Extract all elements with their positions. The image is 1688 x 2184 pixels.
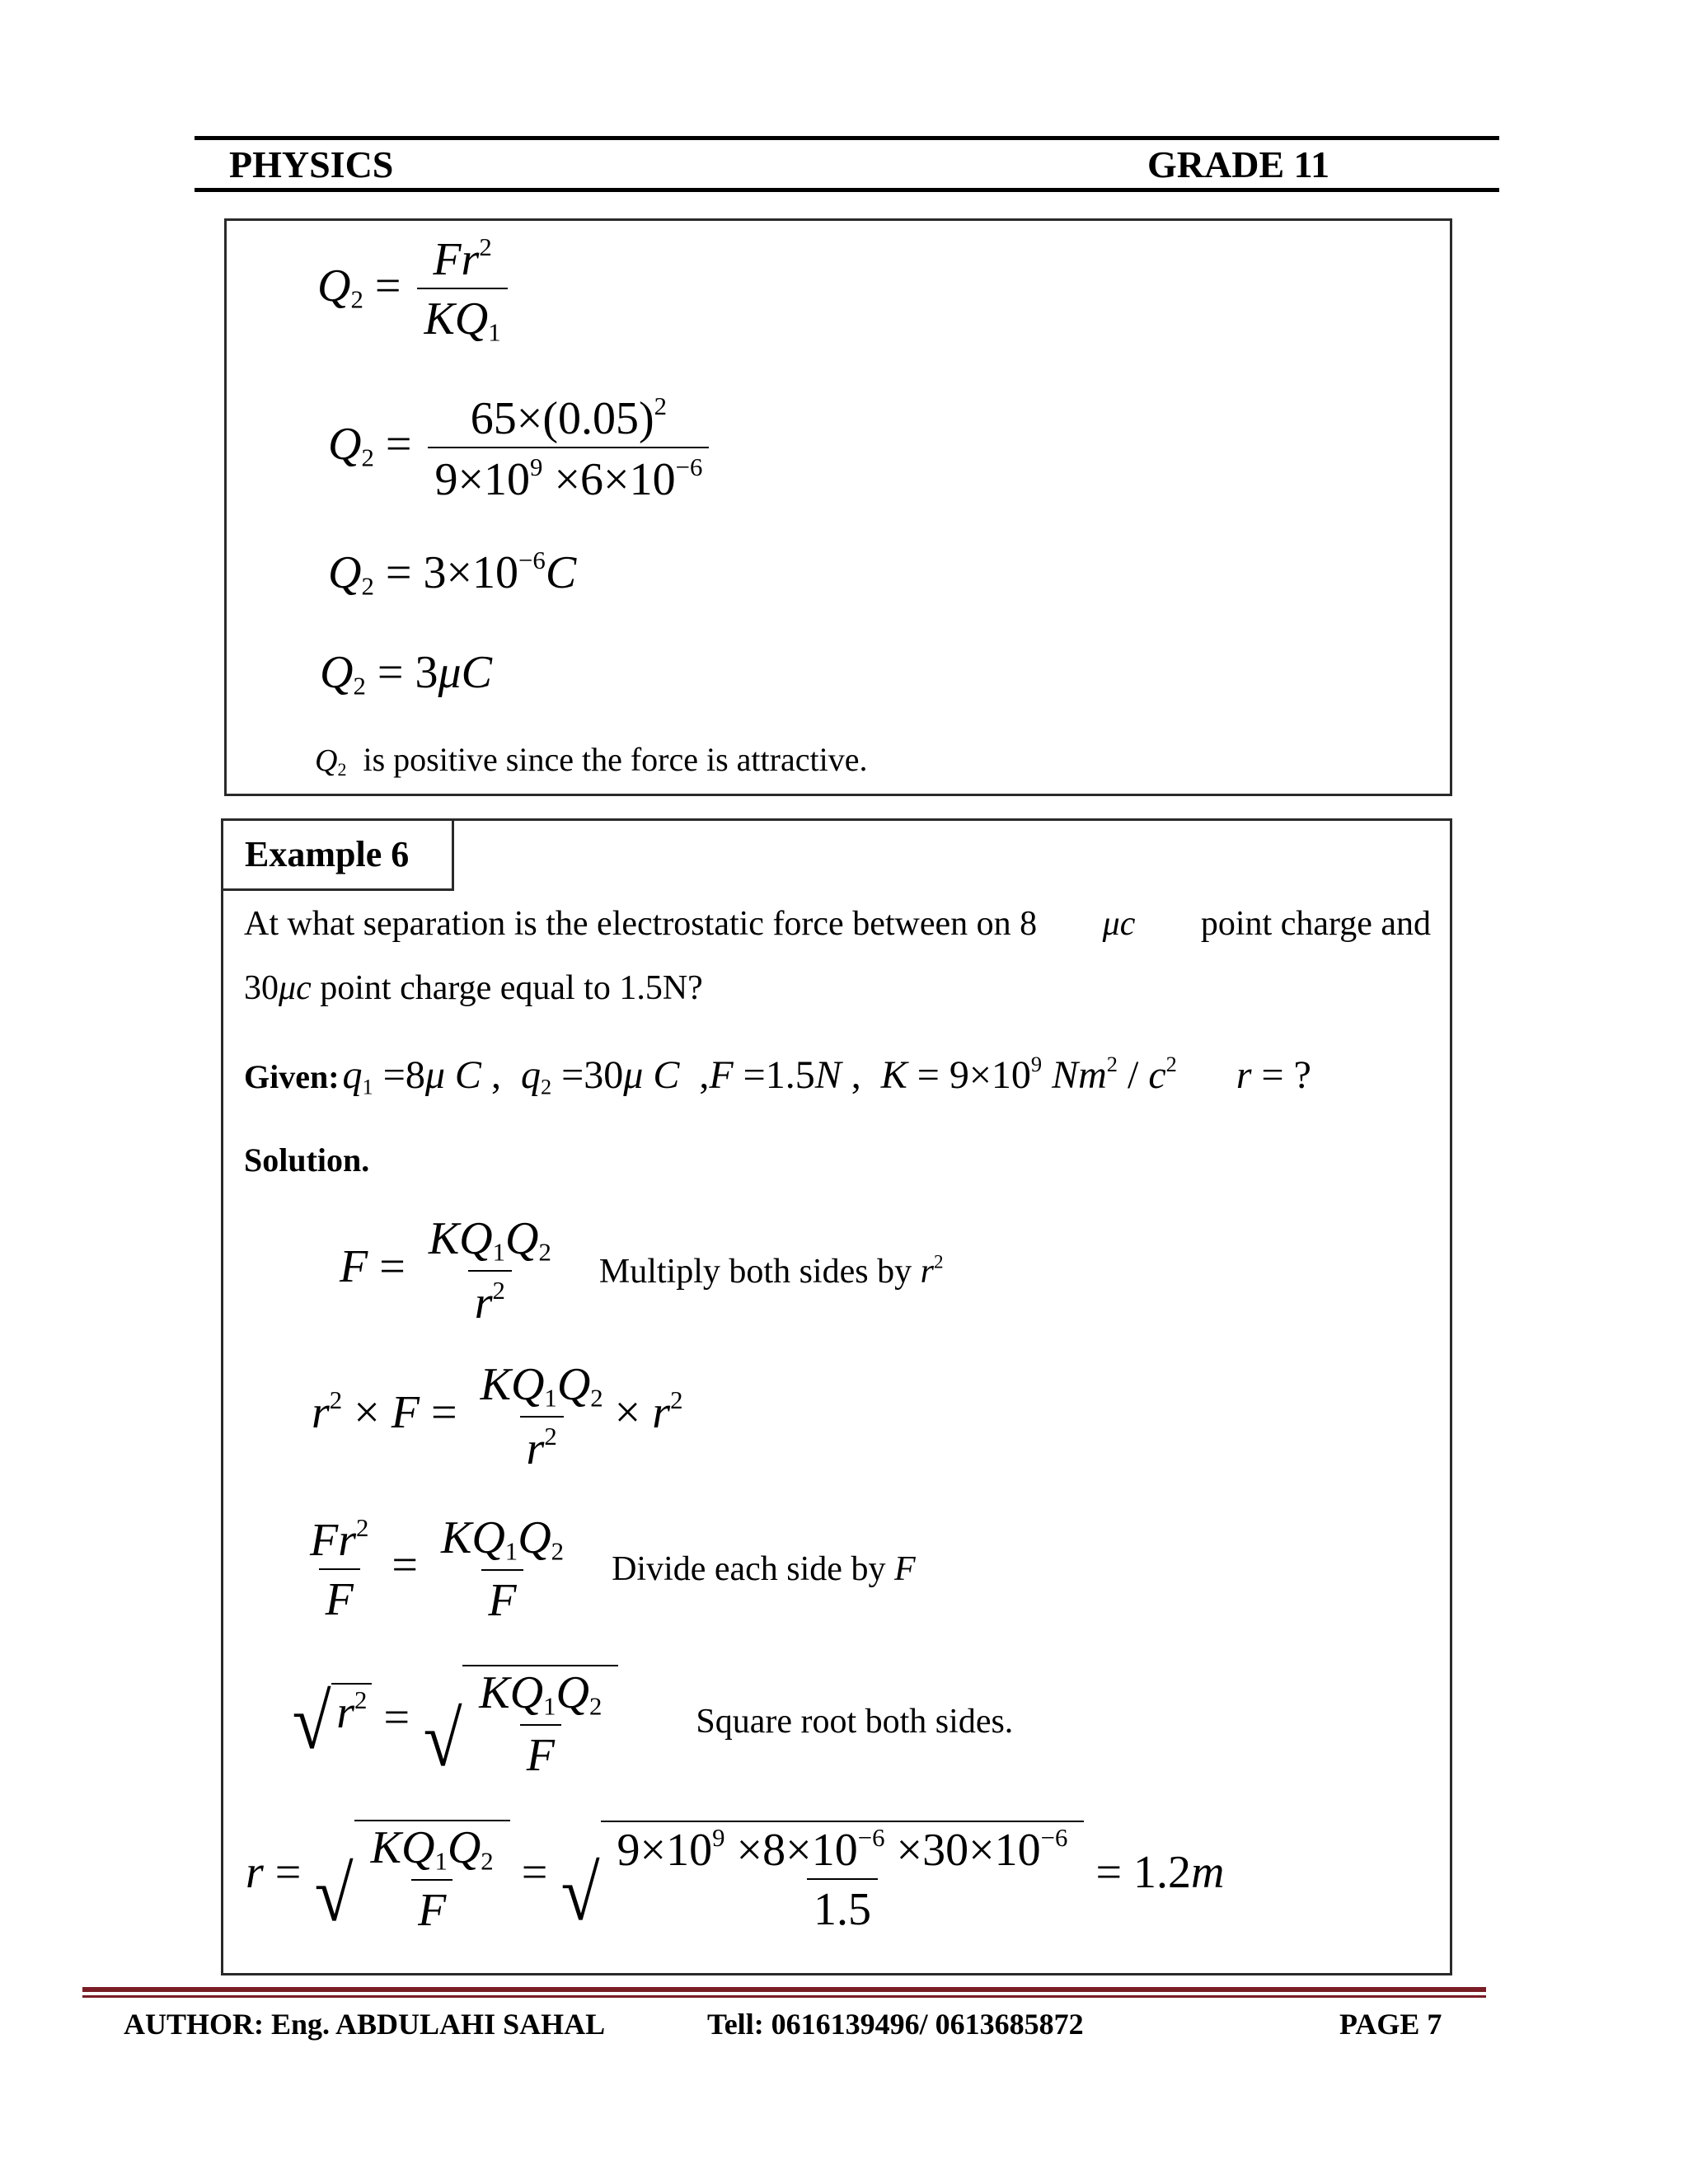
footer-rule-thin	[82, 1995, 1486, 1998]
header-top-rule	[195, 136, 1499, 140]
given-line: Given: $q_1 =8\mu$ C , $q_2 =30\mu$ C ,F =1.5N , $K = 9\times 10^9$ $Nm^2 / c^2$ r = ?	[244, 1052, 1311, 1099]
header-bottom-rule	[195, 188, 1499, 192]
footer-rule-thick	[82, 1987, 1486, 1992]
equation-square-root: √ $r^2$ = √ $\frac{KQ_1Q_2}{F}$ Square root both sides.	[290, 1665, 1013, 1779]
example-question: At what separation is the electrostatic force between on 8 μc point charge and 30μc point charge equal to 1.5N?	[244, 905, 1431, 1007]
equation-multiply-r2: $r^2 \times F$ = $\frac{KQ_1Q_2}{r^2}$ × $r^2$	[312, 1359, 683, 1475]
header-grade: GRADE 11	[1147, 143, 1330, 185]
equation-coulomb-law: F = $\frac{KQ_1Q_2}{r^2}$ Multiply both sides by $r^2$	[340, 1213, 944, 1329]
equation-final-answer: r = √ $\frac{KQ_1Q_2}{F}$ = √ $\frac{9\times 10^9 \times 8\times 10^{-6} \times 30\times 10^{-6}}{1.5}$ = 1.2m	[246, 1820, 1225, 1933]
q2-sign-note: $Q_2$ is positive since the force is attractive.	[315, 741, 868, 780]
example-label: Example 6	[221, 818, 454, 891]
footer-page-number: PAGE 7	[1339, 2008, 1442, 2041]
footer-author: AUTHOR: Eng. ABDULAHI SAHAL	[124, 2008, 606, 2041]
equation-q2-microcoulomb: $Q_2 = 3\mu C$	[320, 647, 492, 701]
footer-phone: Tell: 0616139496/ 0613685872	[707, 2008, 1084, 2041]
equation-divide-f: $\frac{Fr^2}{F}$ = $\frac{KQ_1Q_2}{F}$ Divide each side by F	[310, 1512, 916, 1627]
equation-q2-formula: $Q_2$ = $\frac{Fr^2}{KQ_1}$	[317, 235, 513, 346]
header-subject: PHYSICS	[229, 143, 394, 185]
equation-q2-result: $Q_2 = 3\times 10^{-6}C$	[328, 546, 577, 601]
solution-label: Solution.	[244, 1141, 370, 1179]
equation-q2-substitution: $Q_2$ = $\frac{65\times(0.05)^2}{9\times 10^9 \times 6\times 10^{-6}}$	[328, 394, 714, 503]
given-label: Given:	[244, 1057, 340, 1095]
